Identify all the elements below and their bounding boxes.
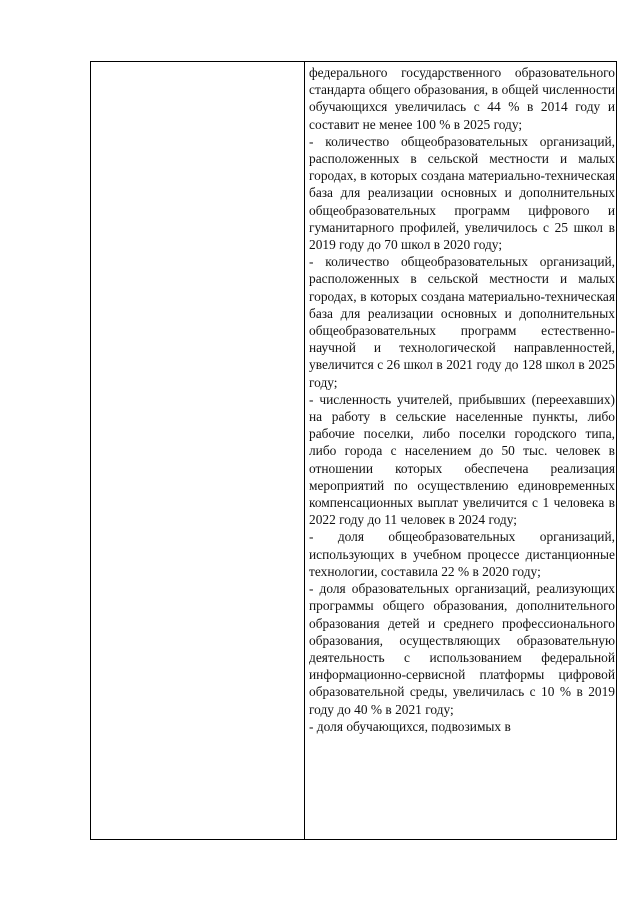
- paragraph-distance-technologies: - доля общеобразовательных организаций, использующих в учебном процессе дистанционные технологии, составила 22 % в 2020 году;: [309, 529, 615, 579]
- paragraph-teacher-payments: - численность учителей, прибывших (переехавших) на работу в сельские населенные пункты, либо рабочие поселки, либо поселки городского типа, либо города с населением до 50 тыс. человек в отношении которых обеспечена реализация мероприятий по осуществлению единовременных компенсационных выплат увеличится с 1 человека в 2022 году до 11 человек в 2024 году;: [309, 391, 615, 528]
- paragraph-transported-students: - доля обучающихся, подвозимых в: [309, 718, 511, 734]
- column-divider: [304, 62, 305, 839]
- paragraph-digital-platform: - доля образовательных организаций, реализующих программы общего образования, дополнительного образования детей и среднего профессионального образования, осуществляющих образовательную деятельность с использованием федеральной информационно-сервисной платформы цифровой образовательной среды, увеличилась с 10 % в 2019 году до 40 % в 2021 году;: [309, 581, 615, 717]
- table-cell-right: [309, 64, 615, 735]
- paragraph-natural-science-schools: - количество общеобразовательных организаций, расположенных в сельской местности и малых городах, в которых создана материально-техническая база для реализации основных и дополнительных общеобразовательных программ естественно-научной и технологической направленностей, увеличится с 26 школ в 2021 году до 128 школ в 2025 году;: [309, 254, 615, 390]
- paragraph-digital-humanitarian-schools: - количество общеобразовательных организаций, расположенных в сельской местности и малых городах, в которых создана материально-техническая база для реализации основных и дополнительных общеобразовательных программ цифрового и гуманитарного профилей, увеличилось с 25 школ в 2019 году до 70 школ в 2020 году;: [309, 133, 615, 253]
- table-cell-left: [91, 62, 304, 839]
- paragraph-fgos-share: федерального государственного образовательного стандарта общего образования, в общей численности обучающихся увеличилась с 44 % в 2014 году и составит не менее 100 % в 2025 году;: [309, 65, 615, 132]
- document-table: [90, 61, 617, 840]
